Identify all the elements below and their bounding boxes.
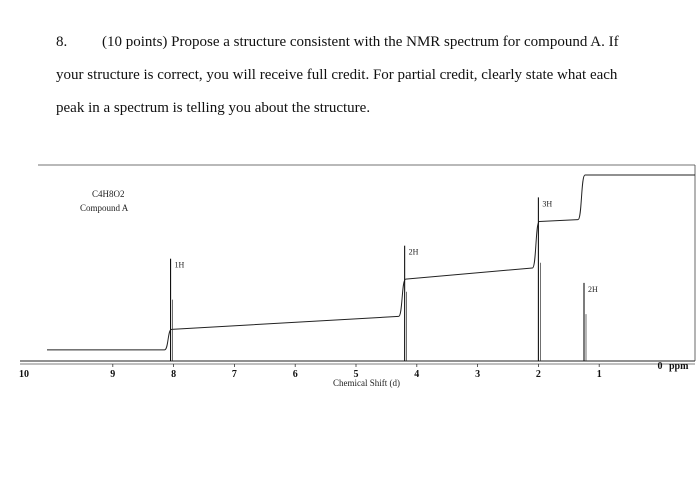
x-tick-label: 5: [353, 369, 359, 380]
peak-2-integration-label: 2H: [408, 247, 419, 257]
x-tick-label: 6: [292, 369, 298, 380]
x-tick-label: 7: [231, 369, 237, 380]
integration-curve: [47, 175, 695, 350]
x-axis-label: Chemical Shift (d): [333, 378, 400, 388]
x-tick-label: 3: [475, 369, 481, 380]
x-tick-label: 4: [414, 369, 420, 380]
question-number: 8.: [56, 34, 68, 50]
chart-title: C4H8O2: [92, 189, 125, 199]
x-axis-unit-label: ppm: [669, 361, 689, 372]
x-tick-label: 8: [171, 369, 177, 380]
peak-1-integration-label: 1H: [174, 260, 185, 270]
question-text-line-1: (10 points) Propose a structure consistent with the NMR spectrum for compound A. If: [102, 34, 619, 50]
x-tick-label: 9: [110, 369, 116, 380]
nmr-spectrum-chart: [0, 150, 700, 395]
question-line-2: your structure is correct, you will receive full credit. For partial credit, clearly state what each: [56, 67, 618, 83]
peak-4-integration-label: 2H: [588, 284, 598, 294]
question-text: [56, 26, 676, 125]
x-tick-label: 2: [535, 369, 541, 380]
x-tick-label: 1: [596, 369, 602, 380]
question-line-3: peak in a spectrum is telling you about the structure.: [56, 100, 371, 116]
chart-subtitle: Compound A: [80, 203, 129, 213]
x-tick-label: 0: [657, 361, 663, 372]
peak-3-integration-label: 3H: [542, 199, 553, 209]
question-line-1: [56, 26, 676, 59]
x-tick-label: 10: [19, 369, 29, 380]
